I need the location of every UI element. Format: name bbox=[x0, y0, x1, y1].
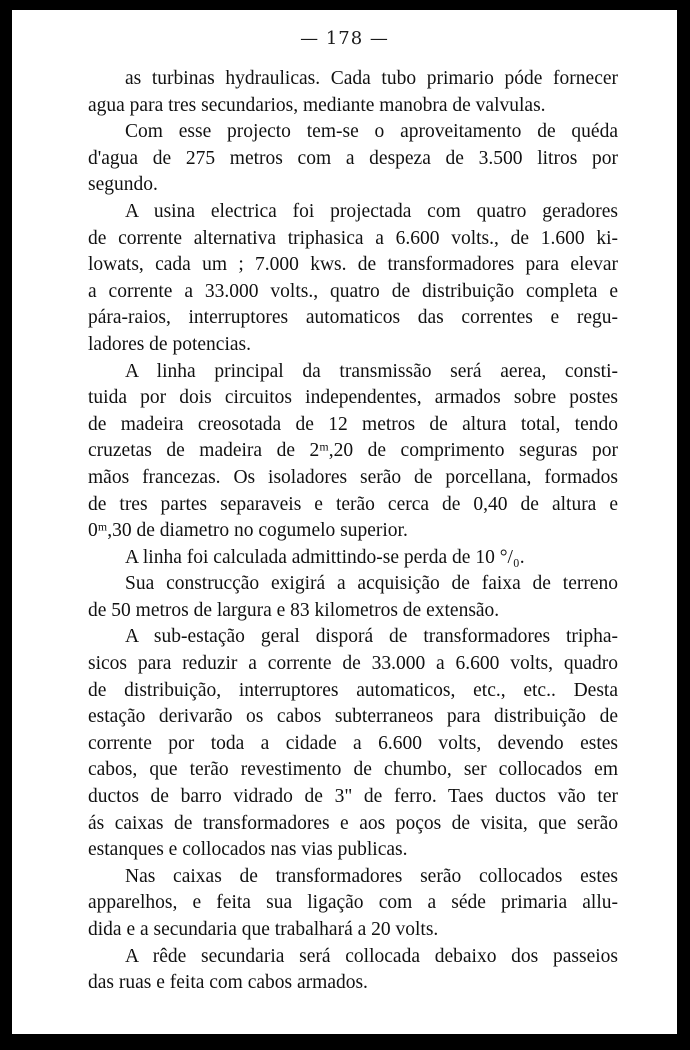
text-line: de corrente alternativa triphasica a 6.600 volts., de 1.600 ki- bbox=[88, 227, 618, 249]
paragraph bbox=[88, 199, 618, 359]
text-line: corrente por toda a cidade a 6.600 volts, devendo estes bbox=[88, 732, 618, 754]
text-line: estação derivarão os cabos subterraneos para distribuição de bbox=[88, 706, 618, 728]
paragraph bbox=[88, 119, 618, 199]
text-line: Nas caixas de transformadores serão collocados estes bbox=[125, 865, 618, 887]
text-line: apparelhos, e feita sua ligação com a séde primaria allu- bbox=[88, 892, 618, 914]
page-number: — 178 — bbox=[300, 28, 389, 49]
text-line: A linha foi calculada admittindo-se perda de 10 °/₀. bbox=[125, 546, 525, 568]
paragraph bbox=[88, 359, 618, 545]
paragraph bbox=[88, 545, 618, 572]
book-page bbox=[12, 10, 677, 1034]
text-line: ás caixas de transformadores e aos poços de visita, que serão bbox=[88, 812, 618, 834]
text-line: as turbinas hydraulicas. Cada tubo primario póde fornecer bbox=[125, 68, 618, 89]
paragraph bbox=[88, 864, 618, 944]
text-line: de tres partes separaveis e terão cerca de 0,40 de altura e bbox=[88, 493, 618, 515]
paragraph bbox=[88, 624, 618, 863]
paragraph bbox=[88, 66, 618, 119]
text-line: de distribuição, interruptores automaticos, etc., etc.. Desta bbox=[88, 679, 618, 701]
text-line: ladores de potencias. bbox=[88, 333, 251, 355]
text-line: mãos francezas. Os isoladores serão de porcellana, formados bbox=[88, 466, 618, 488]
text-line: Com esse projecto tem-se o aproveitamento de quéda bbox=[125, 121, 618, 143]
text-line: Sua construcção exigirá a acquisição de faixa de terreno bbox=[125, 573, 618, 595]
body-text bbox=[88, 66, 618, 997]
paragraph bbox=[88, 571, 618, 624]
paragraph bbox=[88, 944, 618, 997]
text-line: de madeira creosotada de 12 metros de altura total, tendo bbox=[88, 413, 618, 435]
text-line: A rêde secundaria será collocada debaixo dos passeios bbox=[125, 945, 618, 967]
text-line: cabos, que terão revestimento de chumbo, ser collocados em bbox=[88, 759, 618, 781]
text-line: dida e a secundaria que trabalhará a 20 volts. bbox=[88, 919, 439, 940]
text-line: agua para tres secundarios, mediante manobra de valvulas. bbox=[88, 94, 546, 116]
text-line: sicos para reduzir a corrente de 33.000 a 6.600 volts, quadro bbox=[88, 653, 618, 675]
text-line: estanques e collocados nas vias publicas. bbox=[88, 839, 408, 861]
text-line: a corrente a 33.000 volts., quatro de distribuição completa e bbox=[88, 280, 618, 302]
text-line: tuida por dois circuitos independentes, armados sobre postes bbox=[88, 387, 618, 409]
text-line: segundo. bbox=[88, 174, 158, 196]
text-line: das ruas e feita com cabos armados. bbox=[88, 972, 368, 994]
text-line: de 50 metros de largura e 83 kilometros de extensão. bbox=[88, 599, 500, 621]
text-line: A sub-estação geral disporá de transformadores tripha- bbox=[125, 626, 618, 648]
text-line: cruzetas de madeira de 2ᵐ,20 de comprimento seguras por bbox=[88, 440, 618, 462]
text-line: d'agua de 275 metros com a despeza de 3.500 litros por bbox=[88, 147, 618, 169]
text-line: 0ᵐ,30 de diametro no cogumelo superior. bbox=[88, 520, 408, 542]
text-line: A usina electrica foi projectada com quatro geradores bbox=[125, 200, 618, 222]
text-line: lowats, cada um ; 7.000 kws. de transformadores para elevar bbox=[88, 254, 618, 276]
text-line: pára-raios, interruptores automaticos das correntes e regu- bbox=[88, 307, 618, 329]
text-line: ductos de barro vidrado de 3" de ferro. Taes ductos vão ter bbox=[88, 786, 618, 808]
text-line: A linha principal da transmissão será aerea, consti- bbox=[125, 360, 618, 382]
